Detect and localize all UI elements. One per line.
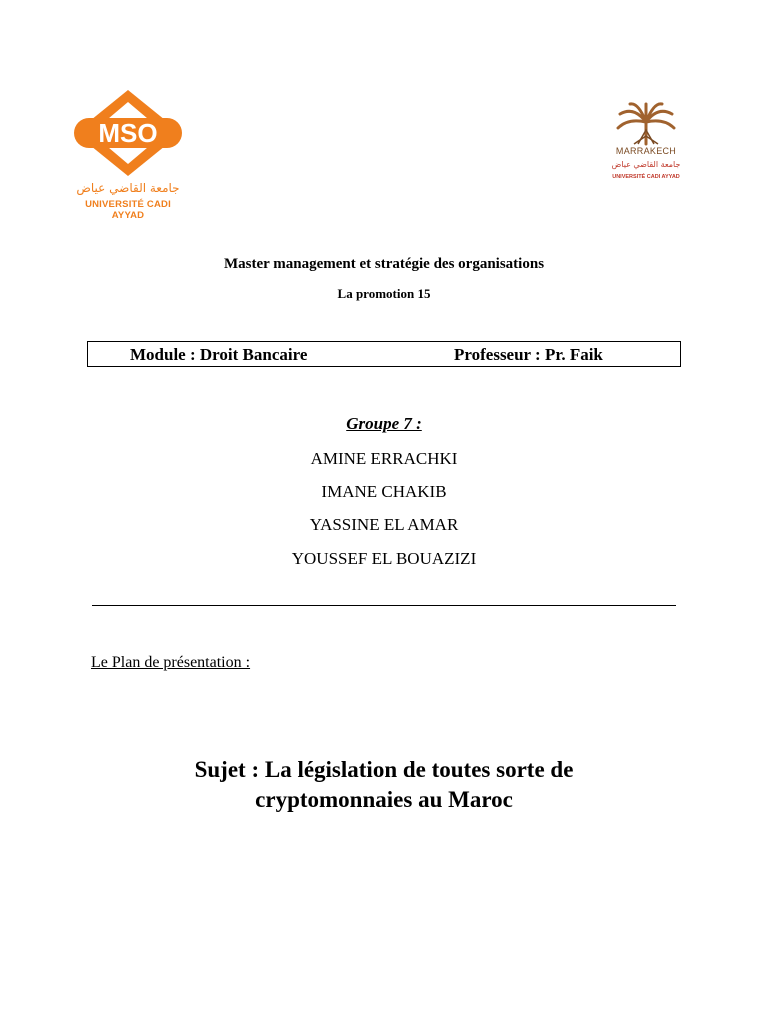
plan-label: Le Plan de présentation : bbox=[91, 654, 251, 671]
subject-line-1: Sujet : La législation de toutes sorte de bbox=[194, 757, 574, 782]
palm-tree-icon bbox=[608, 100, 684, 146]
city-name: MARRAKECH bbox=[615, 146, 677, 156]
mso-text: MSO bbox=[98, 118, 158, 148]
group-member: AMINE ERRACHKI bbox=[310, 449, 458, 468]
module-box bbox=[87, 341, 681, 367]
group-member: YOUSSEF EL BOUAZIZI bbox=[291, 549, 477, 568]
marrakech-logo bbox=[608, 100, 688, 192]
promotion-label: La promotion 15 bbox=[337, 286, 431, 301]
university-name: UNIVERSITÉ CADI AYYAD bbox=[612, 174, 680, 180]
mso-logo bbox=[72, 88, 188, 221]
group-title: Groupe 7 : bbox=[346, 414, 422, 433]
module-label: Module : Droit Bancaire bbox=[130, 345, 308, 364]
university-arabic-name: جامعة القاضي عياض bbox=[76, 181, 180, 195]
program-title: Master management et stratégie des organisations bbox=[223, 256, 545, 272]
subject-line-2: cryptomonnaies au Maroc bbox=[255, 787, 513, 812]
university-name: UNIVERSITÉ CADI AYYAD bbox=[85, 199, 171, 221]
mso-logo-mark bbox=[72, 88, 184, 178]
group-member: IMANE CHAKIB bbox=[321, 482, 447, 501]
group-member: YASSINE EL AMAR bbox=[309, 515, 459, 534]
separator-line bbox=[92, 605, 676, 606]
professor-label: Professeur : Pr. Faik bbox=[454, 345, 603, 364]
university-arabic-name: جامعة القاضي عياض bbox=[611, 160, 681, 169]
subject-title bbox=[0, 755, 768, 815]
